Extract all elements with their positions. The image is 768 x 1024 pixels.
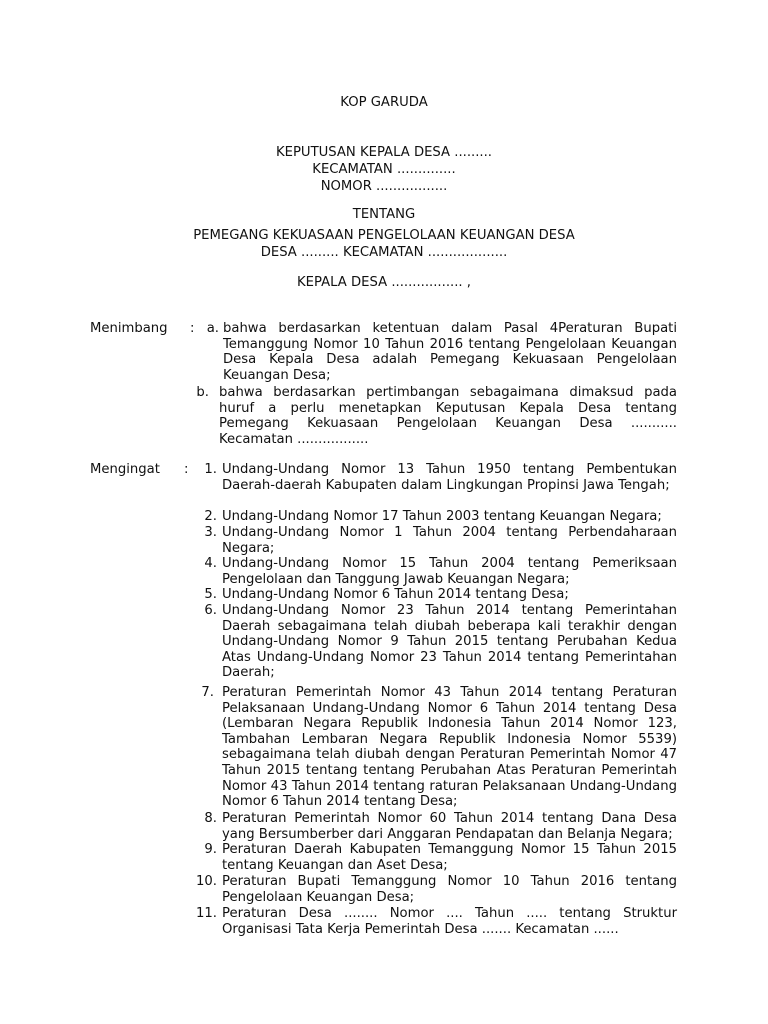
mengingat-item-5 [180,587,677,603]
mengingat-item-6-text: Undang-Undang Nomor 23 Tahun 2014 tentang Pemerintahan Daerah sebagaimana telah diubah beberapa kali terakhir dengan Undang-Undang Nomor 9 Tahun 2015 tentang Perubahan Kedua Atas Undang-Undang Nomor 23 Tahun 2014 tentang Pemerintahan Daerah; [222,603,677,681]
subject-line-1: PEMEGANG KEKUASAAN PENGELOLAAN KEUANGAN DESA [193,228,575,243]
decree-nomor: NOMOR ................. [320,179,448,194]
menimbang-item-b-text: bahwa berdasarkan pertimbangan sebagaimana dimaksud pada huruf a perlu menetapkan Keputusan Kepala Desa tentang Pemegang Kekuasaan Pengelolaan Keuangan Desa ........... Kecamatan ................. [219,385,677,447]
mengingat-item-2-number: 2. [204,509,217,524]
mengingat-item-3-text: Undang-Undang Nomor 1 Tahun 2004 tentang Perbendaharaan Negara; [222,525,677,556]
mengingat-item-5-text: Undang-Undang Nomor 6 Tahun 2014 tentang Desa; [222,587,569,602]
mengingat-item-11 [180,906,677,937]
menimbang-item-a-number: a. [206,321,219,336]
mengingat-item-6 [180,603,677,681]
mengingat-item-9 [180,842,677,873]
mengingat-item-3-number: 3. [204,525,217,540]
kepala-desa-line: KEPALA DESA ................. , [297,275,471,290]
decree-title: KEPUTUSAN KEPALA DESA ......... [275,145,492,160]
menimbang-colon: : [190,321,195,336]
mengingat-item-4 [180,556,677,587]
kop-garuda: KOP GARUDA [340,95,428,110]
decree-kecamatan: KECAMATAN .............. [312,162,456,177]
mengingat-item-2 [180,509,677,525]
tentang-label: TENTANG [352,207,416,222]
mengingat-label: Mengingat [90,462,160,477]
mengingat-item-7-number: 7. [201,685,214,700]
menimbang-label: Menimbang [90,321,168,336]
mengingat-item-10 [180,874,677,905]
mengingat-item-10-text: Peraturan Bupati Temanggung Nomor 10 Tahun 2016 tentang Pengelolaan Keuangan Desa; [222,874,677,905]
mengingat-item-6-number: 6. [204,603,217,618]
menimbang-item-a-text: bahwa berdasarkan ketentuan dalam Pasal 4Peraturan Bupati Temanggung Nomor 10 Tahun 2016 tentang Pengelolaan Keuangan Desa Kepala Desa adalah Pemegang Kekuasaan Pengelolaan Keuangan Desa; [223,321,677,383]
menimbang-item-b [157,385,677,447]
mengingat-item-1-text: Undang-Undang Nomor 13 Tahun 1950 tentang Pembentukan Daerah-daerah Kabupaten dalam Lingkungan Propinsi Jawa Tengah; [222,462,677,493]
mengingat-item-7 [180,685,677,810]
mengingat-item-9-text: Peraturan Daerah Kabupaten Temanggung Nomor 15 Tahun 2015 tentang Keuangan dan Aset Desa; [222,842,677,873]
mengingat-item-4-number: 4. [204,556,217,571]
mengingat-item-2-text: Undang-Undang Nomor 17 Tahun 2003 tentang Keuangan Negara; [222,509,662,524]
mengingat-item-10-number: 10. [196,874,217,889]
subject-line-2: DESA ......... KECAMATAN ................... [260,245,508,260]
mengingat-item-3 [180,525,677,556]
mengingat-item-8 [180,811,677,842]
mengingat-item-7-text: Peraturan Pemerintah Nomor 43 Tahun 2014 tentang Peraturan Pelaksanaan Undang-Undang Nomor 6 Tahun 2014 tentang Desa (Lembaran Negara Republik Indonesia Tahun 2014 Nomor 123, Tambahan Lembaran Negara Republik Indonesia Nomor 5539) sebagaimana telah diubah dengan Peraturan Pemerintah Nomor 47 Tahun 2015 tentang tentang Perubahan Atas Peraturan Pemerintah Nomor 43 Tahun 2014 tentang raturan Pelaksanaan Undang-Undang Nomor 6 Tahun 2014 tentang Desa; [222,685,677,810]
mengingat-item-11-number: 11. [196,906,217,921]
mengingat-item-1 [180,462,677,493]
mengingat-item-11-text: Peraturan Desa ........ Nomor .... Tahun ..... tentang Struktur Organisasi Tata Kerja Pemerintah Desa ....... Kecamatan ...... [222,906,677,937]
mengingat-item-4-text: Undang-Undang Nomor 15 Tahun 2004 tentang Pemeriksaan Pengelolaan dan Tanggung Jawab Keuangan Negara; [222,556,677,587]
mengingat-item-8-text: Peraturan Pemerintah Nomor 60 Tahun 2014 tentang Dana Desa yang Bersumberber dari Anggaran Pendapatan dan Belanja Negara; [222,811,677,842]
mengingat-item-9-number: 9. [204,842,217,857]
mengingat-item-5-number: 5. [204,587,217,602]
mengingat-item-8-number: 8. [204,811,217,826]
mengingat-item-1-number: 1. [204,462,217,477]
menimbang-item-b-number: b. [196,385,209,400]
mengingat-colon: : [184,462,189,477]
menimbang-item-a [157,321,677,383]
